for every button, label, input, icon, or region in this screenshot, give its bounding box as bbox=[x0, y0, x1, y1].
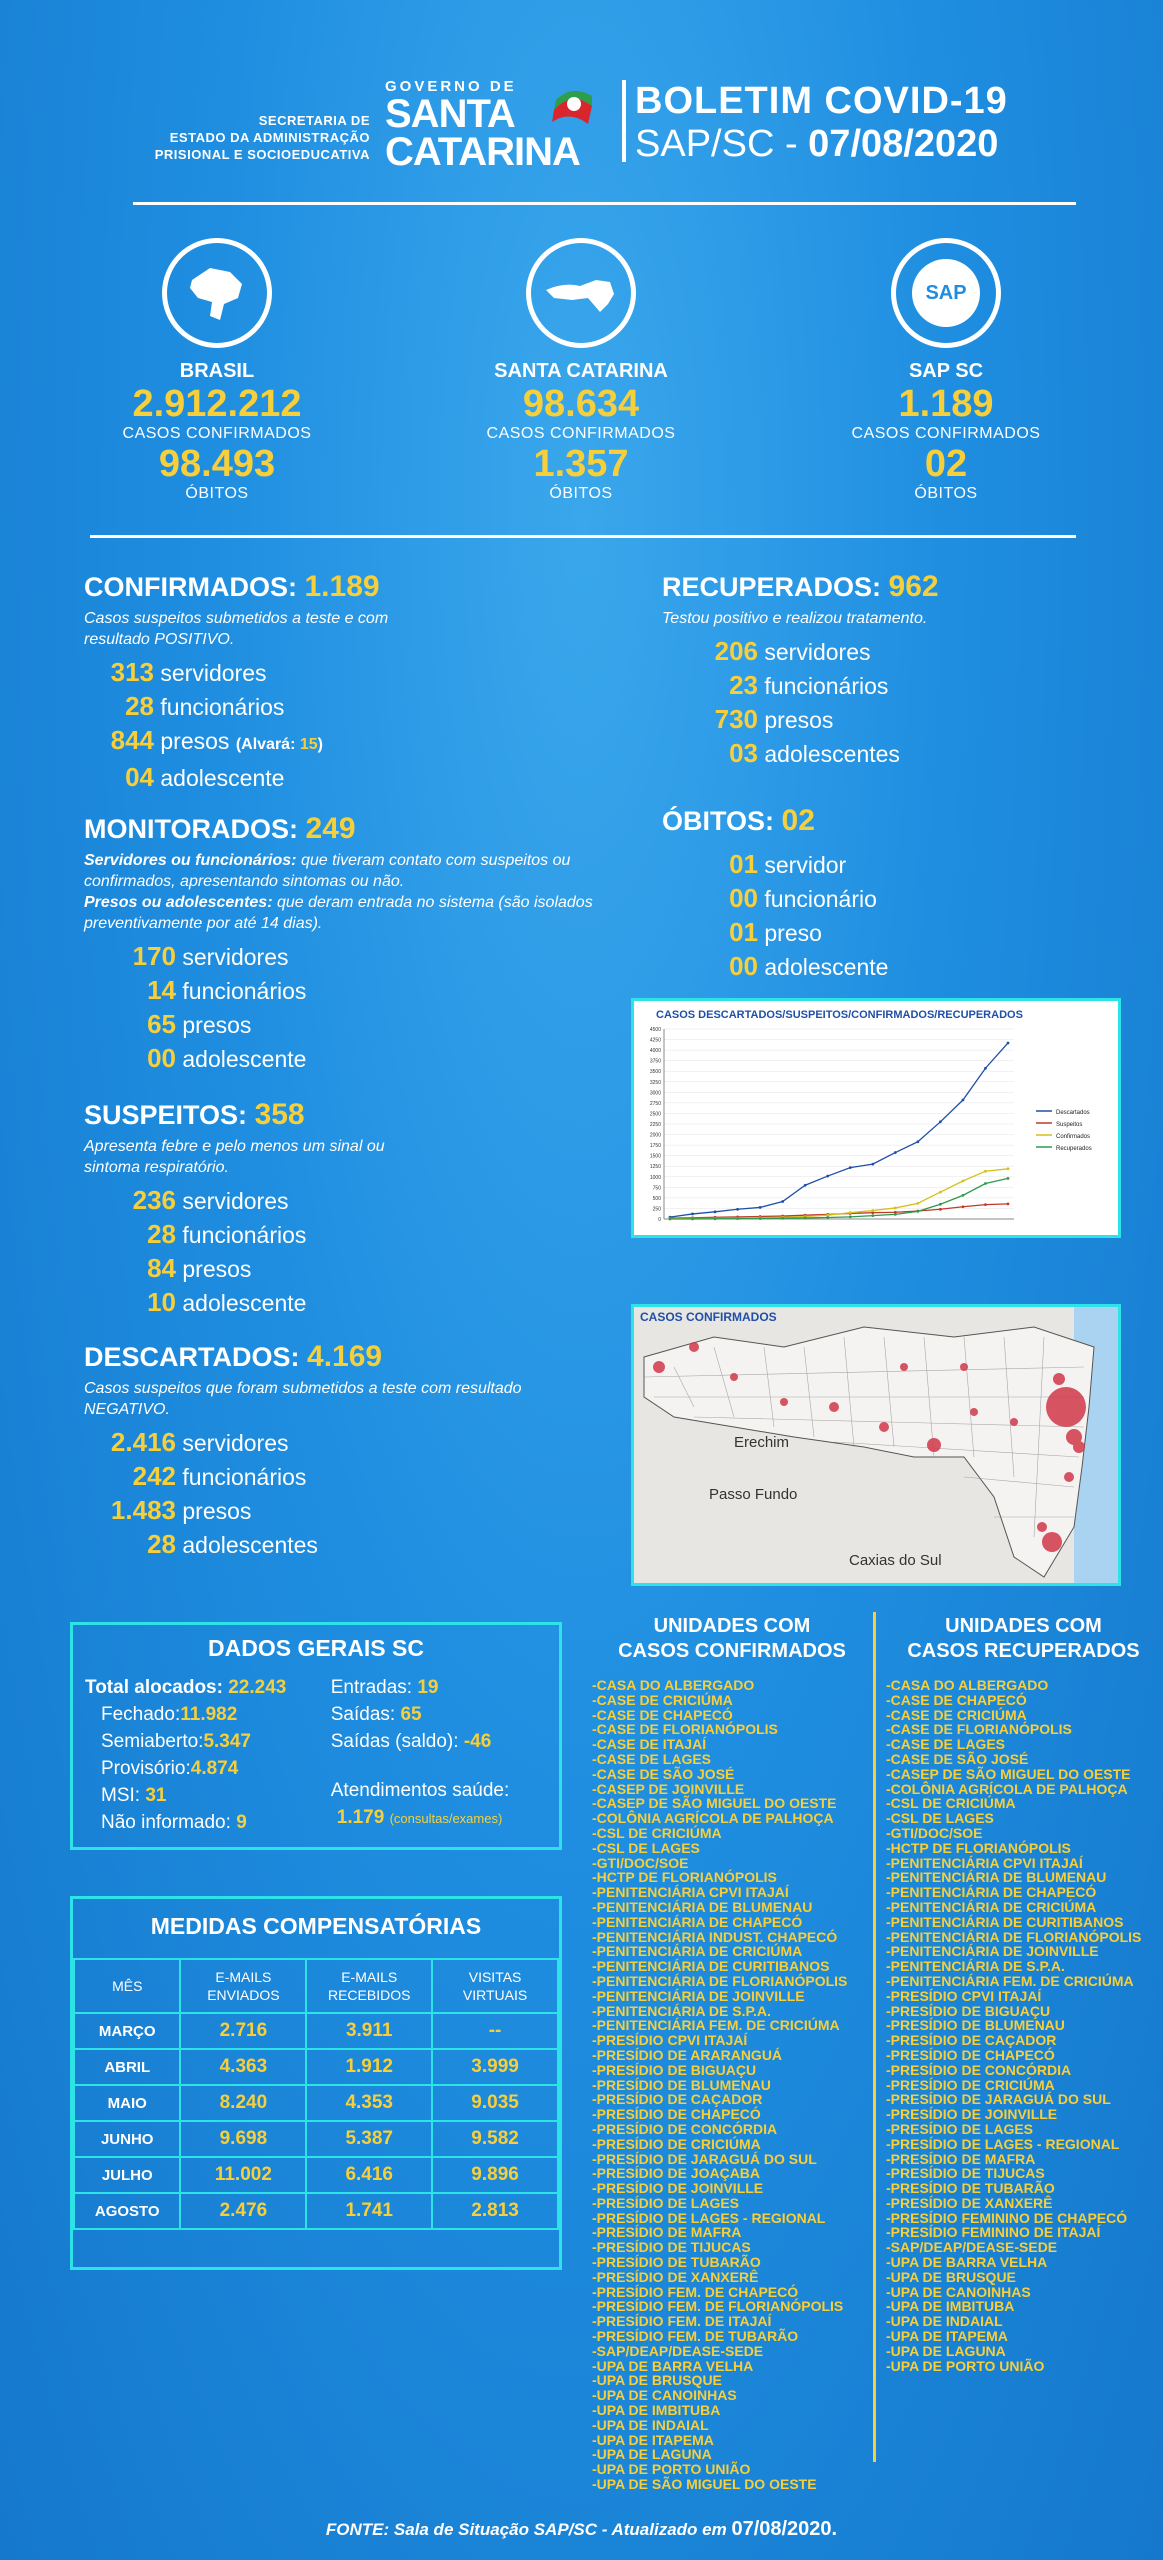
list-item: -PRESÍDIO DE BLUMENAU bbox=[886, 2017, 1065, 2034]
list-item: -PENITENCIÁRIA INDUST. CHAPECÓ bbox=[592, 1928, 838, 1945]
list-item: -CASE DE SÃO JOSÉ bbox=[886, 1750, 1029, 1767]
sap-logo-icon: SAP bbox=[891, 238, 1001, 348]
chart-point bbox=[984, 1203, 987, 1206]
list-item: -CASE DE FLORIANÓPOLIS bbox=[886, 1721, 1072, 1738]
list-item: -CASE DE SÃO JOSÉ bbox=[592, 1765, 735, 1782]
chart-point bbox=[939, 1191, 942, 1194]
list-item: -UPA DE BARRA VELHA bbox=[886, 2254, 1048, 2271]
list-item: -CASE DE CRICIÚMA bbox=[886, 1706, 1027, 1723]
chart-point bbox=[939, 1120, 942, 1123]
list-item: -UPA DE LAGUNA bbox=[886, 2342, 1006, 2359]
list-item: -PRESÍDIO DE LAGES bbox=[886, 2120, 1034, 2137]
list-item: -CASE DE LAGES bbox=[886, 1736, 1006, 1753]
chart-tick-label: 0 bbox=[658, 1217, 661, 1223]
chart-tick-label: 1000 bbox=[649, 1174, 661, 1181]
chart-legend-entry: Suspeitos bbox=[1056, 1122, 1083, 1128]
list-item: -PRESÍDIO DE JARAGUÁ DO SUL bbox=[886, 2091, 1111, 2108]
medidas-panel: MEDIDAS COMPENSATÓRIAS MÊS E-MAILS ENVIADOS E-MAILS RECEBIDOS VISITAS VIRTUAIS MARÇO 2.716 3.911 -- ABRIL 4.363 1.912 3.999 MAIO 8.240 4.353 9.035 JUNHO 9.698 5.387 9.582 JULHO 11.002 6.416 9.896 AGOSTO 2.476 1.741 2.813 bbox=[70, 1896, 562, 2270]
table-row: MAIO 8.240 4.353 9.035 bbox=[74, 2085, 558, 2121]
stat-brasil: BRASIL 2.912.212 CASOS CONFIRMADOS 98.493 ÓBITOS bbox=[57, 238, 377, 503]
list-item: -PENITENCIÁRIA DE FLORIANÓPOLIS bbox=[592, 1972, 848, 1989]
boletim-title: BOLETIM COVID-19 SAP/SC - 07/08/2020 bbox=[635, 80, 1008, 165]
chart-point bbox=[1007, 1042, 1010, 1045]
list-item: -PRESÍDIO DE CRICIÚMA bbox=[592, 2135, 761, 2152]
chart-tick-label: 1250 bbox=[649, 1164, 661, 1171]
list-item: -CASE DE LAGES bbox=[592, 1750, 712, 1767]
list-item: -CASE DE CHAPECÓ bbox=[886, 1691, 1027, 1708]
dados-gerais-panel: DADOS GERAIS SC Total alocados: 22.243 Fechado:11.982 Semiaberto:5.347 Provisório:4.874 MSI: 31 Não informado: 9 Entradas: 19 Saídas: 65 Saídas (saldo): -46 Atendimentos saúde: 1.179 (consultas/exames) bbox=[70, 1622, 562, 1850]
list-item: -PRESÍDIO FEMININO DE CHAPECÓ bbox=[886, 2209, 1128, 2226]
section-monitorados: MONITORADOS: 249 Servidores ou funcionários: que tiveram contato com suspeitos ou confirmados, apresentando sintomas ou não. Presos ou adolescentes: que deram entrada no sistema (são isolados preventivamente por até 14 dias). 170 servidores 14 funcionários 65 presos 00 adolescente bbox=[84, 812, 593, 1073]
chart-point bbox=[962, 1099, 965, 1102]
governo-sc-logo: GOVERNO DE SANTA CATARINA bbox=[385, 78, 580, 174]
chart-tick-label: 2000 bbox=[649, 1132, 661, 1139]
chart-legend-entry: Recuperados bbox=[1056, 1146, 1092, 1152]
list-item: -UPA DE BRUSQUE bbox=[886, 2268, 1016, 2285]
chart-tick-label: 3500 bbox=[649, 1069, 661, 1076]
list-item: -SAP/DEAP/DEASE-SEDE bbox=[592, 2342, 764, 2359]
list-item: -PRESÍDIO DE LAGES - REGIONAL bbox=[592, 2209, 826, 2226]
list-item: -PENITENCIÁRIA DE BLUMENAU bbox=[592, 1898, 813, 1915]
chart-point bbox=[1007, 1167, 1010, 1170]
chart-point bbox=[894, 1213, 897, 1216]
list-item: -PRESÍDIO DE MAFRA bbox=[886, 2150, 1036, 2167]
footer: FONTE: Sala de Situação SAP/SC - Atualizado em 07/08/2020. bbox=[325, 2518, 838, 2540]
unidades-divider bbox=[873, 1612, 876, 2462]
list-item: -PENITENCIÁRIA DE CHAPECÓ bbox=[886, 1884, 1097, 1901]
list-item: -UPA DE IMBITUBA bbox=[886, 2298, 1015, 2315]
chart-point bbox=[714, 1210, 717, 1213]
chart-point bbox=[871, 1214, 874, 1217]
sc-map-icon bbox=[526, 238, 636, 348]
list-item: -PENITENCIÁRIA DE FLORIANÓPOLIS bbox=[886, 1928, 1142, 1945]
list-item: -UPA DE SÃO MIGUEL DO OESTE bbox=[592, 2476, 817, 2493]
list-item: -PENITENCIÁRIA FEM. DE CRICIÚMA bbox=[886, 1972, 1134, 1989]
list-item: -PRESÍDIO DE CONCÓRDIA bbox=[592, 2120, 778, 2137]
list-item: -PENITENCIÁRIA DE S.P.A. bbox=[592, 2002, 771, 2019]
chart-point bbox=[916, 1202, 919, 1205]
stat-sap-sc: SAP SAP SC 1.189 CASOS CONFIRMADOS 02 ÓBITOS bbox=[786, 238, 1106, 503]
chart-tick-label: 3250 bbox=[649, 1079, 661, 1086]
medidas-table: MÊS E-MAILS ENVIADOS E-MAILS RECEBIDOS VISITAS VIRTUAIS MARÇO 2.716 3.911 -- ABRIL 4.363 1.912 3.999 MAIO 8.240 4.353 9.035 JUNHO 9.698 5.387 9.582 JULHO 11.002 6.416 9.896 AGOSTO 2.476 1.741 2.813 bbox=[73, 1958, 559, 2230]
chart-point bbox=[1007, 1202, 1010, 1205]
list-item: -CASEP DE JOINVILLE bbox=[592, 1780, 745, 1797]
stats-rule bbox=[90, 535, 1076, 538]
chart-tick-label: 3000 bbox=[649, 1090, 661, 1097]
chart-point bbox=[962, 1194, 965, 1197]
chart-tick-label: 500 bbox=[652, 1195, 661, 1202]
list-item: -PRESÍDIO DE CHAPECÓ bbox=[592, 2106, 761, 2123]
list-item: -PRESÍDIO FEM. DE ITAJAÍ bbox=[592, 2313, 772, 2330]
chart-point bbox=[759, 1206, 762, 1209]
chart-tick-label: 750 bbox=[652, 1185, 661, 1192]
list-item: -PRESÍDIO DE ARARANGUÁ bbox=[592, 2046, 783, 2063]
chart-point bbox=[962, 1180, 965, 1183]
list-item: -PENITENCIÁRIA DE CRICIÚMA bbox=[886, 1898, 1097, 1915]
list-item: -CASE DE CHAPECÓ bbox=[592, 1706, 733, 1723]
chart-point bbox=[669, 1218, 672, 1221]
list-item: -COLÔNIA AGRÍCOLA DE PALHOÇA bbox=[592, 1810, 834, 1827]
chart-point bbox=[691, 1213, 694, 1216]
chart-tick-label: 4500 bbox=[649, 1027, 661, 1033]
sc-map bbox=[634, 1307, 1118, 1583]
list-item: -CSL DE CRICIÚMA bbox=[886, 1795, 1016, 1812]
list-item: -PENITENCIÁRIA DE CRICIÚMA bbox=[592, 1943, 803, 1960]
section-obitos: ÓBITOS: 02 01 servidor 00 funcionário 01 preso 00 adolescente bbox=[662, 804, 889, 981]
list-item: -PENITENCIÁRIA DE BLUMENAU bbox=[886, 1869, 1107, 1886]
list-item: -PENITENCIÁRIA DE S.P.A. bbox=[886, 1958, 1065, 1975]
chart-point bbox=[871, 1163, 874, 1166]
map-label-erechim: Erechim bbox=[734, 1434, 790, 1451]
list-item: -PENITENCIÁRIA DE CURITIBANOS bbox=[886, 1913, 1124, 1930]
list-item: -PENITENCIÁRIA DE CURITIBANOS bbox=[592, 1958, 830, 1975]
chart-tick-label: 4250 bbox=[649, 1037, 661, 1044]
list-item: -PRESÍDIO DE JARAGUÁ DO SUL bbox=[592, 2150, 817, 2167]
map-title: CASOS CONFIRMADOS bbox=[640, 1310, 777, 1324]
list-item: -PRESÍDIO DE CONCÓRDIA bbox=[886, 2061, 1072, 2078]
list-item: -UPA DE PORTO UNIÃO bbox=[592, 2461, 751, 2478]
chart-point bbox=[939, 1203, 942, 1206]
list-item: -UPA DE ITAPEMA bbox=[592, 2431, 714, 2448]
chart-series-line bbox=[670, 1043, 1008, 1217]
stat-santa-catarina: SANTA CATARINA 98.634 CASOS CONFIRMADOS 1.357 ÓBITOS bbox=[421, 238, 741, 503]
chart-point bbox=[714, 1217, 717, 1220]
chart-tick-label: 2250 bbox=[649, 1122, 661, 1128]
list-item: -PRESÍDIO DE LAGES bbox=[592, 2194, 740, 2211]
table-row: MARÇO 2.716 3.911 -- bbox=[74, 2013, 558, 2049]
list-item: -PRESÍDIO DE CAÇADOR bbox=[592, 2091, 763, 2108]
list-item: -PRESÍDIO DE TIJUCAS bbox=[886, 2165, 1045, 2182]
chart-point bbox=[984, 1067, 987, 1070]
list-item: -UPA DE PORTO UNIÃO bbox=[886, 2357, 1045, 2374]
chart-tick-label: 2750 bbox=[649, 1100, 661, 1107]
list-item: -PRESÍDIO CPVI ITAJAÍ bbox=[592, 2032, 748, 2049]
section-suspeitos: SUSPEITOS: 358 Apresenta febre e pelo menos um sinal ou sintoma respiratório. 236 servidores 28 funcionários 84 presos 10 adolescente bbox=[84, 1098, 385, 1317]
chart-point bbox=[781, 1217, 784, 1220]
chart-point bbox=[894, 1207, 897, 1210]
list-item: -PRESÍDIO FEM. DE TUBARÃO bbox=[592, 2328, 799, 2345]
list-item: -PRESÍDIO FEM. DE FLORIANÓPOLIS bbox=[592, 2298, 844, 2315]
chart-point bbox=[871, 1209, 874, 1212]
header-rule bbox=[133, 202, 1076, 205]
list-item: -PRESÍDIO CPVI ITAJAÍ bbox=[886, 1987, 1042, 2004]
list-item: -CSL DE CRICIÚMA bbox=[592, 1824, 722, 1841]
chart-point bbox=[916, 1210, 919, 1213]
chart-point bbox=[939, 1208, 942, 1211]
list-item: -PENITENCIÁRIA CPVI ITAJAÍ bbox=[886, 1854, 1083, 1871]
list-item: -CASEP DE SÃO MIGUEL DO OESTE bbox=[886, 1765, 1131, 1782]
chart-point bbox=[849, 1211, 852, 1214]
chart-point bbox=[781, 1200, 784, 1203]
list-item: -PENITENCIÁRIA FEM. DE CRICIÚMA bbox=[592, 2017, 840, 2034]
chart-legend-entry: Confirmados bbox=[1056, 1134, 1091, 1140]
list-item: -PRESÍDIO DE MAFRA bbox=[592, 2224, 742, 2241]
section-confirmados: CONFIRMADOS: 1.189 Casos suspeitos submetidos a teste e com resultado POSITIVO. 313 servidores 28 funcionários 844 presos (Alvará: 15) 04 adolescente bbox=[84, 570, 389, 792]
list-item: -PRESÍDIO DE BLUMENAU bbox=[592, 2076, 771, 2093]
list-item: -CASE DE CRICIÚMA bbox=[592, 1691, 733, 1708]
list-item: -GTI/DOC/SOE bbox=[592, 1854, 689, 1871]
list-item: -PENITENCIÁRIA DE JOINVILLE bbox=[592, 1987, 805, 2004]
table-row: ABRIL 4.363 1.912 3.999 bbox=[74, 2049, 558, 2085]
chart-tick-label: 1750 bbox=[649, 1143, 661, 1150]
list-item: -PENITENCIÁRIA DE CHAPECÓ bbox=[592, 1913, 803, 1930]
list-item: -PRESÍDIO DE TUBARÃO bbox=[592, 2254, 761, 2271]
list-item: -CASA DO ALBERGADO bbox=[592, 1677, 755, 1693]
chart-tick-label: 250 bbox=[652, 1206, 661, 1213]
list-item: -PRESÍDIO DE JOINVILLE bbox=[592, 2180, 764, 2197]
list-item: -PRESÍDIO DE CAÇADOR bbox=[886, 2032, 1057, 2049]
list-item: -PRESÍDIO FEM. DE CHAPECÓ bbox=[592, 2283, 799, 2300]
list-item: -PRESÍDIO DE BIGUAÇU bbox=[592, 2061, 757, 2078]
chart-legend-entry: Descartados bbox=[1056, 1110, 1090, 1116]
chart-tick-label: 2500 bbox=[649, 1111, 661, 1118]
list-item: -UPA DE ITAPEMA bbox=[886, 2328, 1008, 2345]
list-item: -PRESÍDIO DE JOINVILLE bbox=[886, 2106, 1058, 2123]
chart-title: CASOS DESCARTADOS/SUSPEITOS/CONFIRMADOS/RECUPERADOS bbox=[656, 1009, 1023, 1021]
table-row: JULHO 11.002 6.416 9.896 bbox=[74, 2157, 558, 2193]
list-item: -PRESÍDIO DE LAGES - REGIONAL bbox=[886, 2135, 1120, 2152]
list-item: -CASEP DE SÃO MIGUEL DO OESTE bbox=[592, 1795, 837, 1812]
map-label-caxias: Caxias do Sul bbox=[849, 1552, 942, 1569]
chart-point bbox=[962, 1205, 965, 1208]
list-item: -UPA DE IMBITUBA bbox=[592, 2402, 721, 2419]
list-item: -UPA DE INDAIAL bbox=[592, 2416, 709, 2433]
chart-point bbox=[826, 1216, 829, 1219]
chart-tick-label: 4000 bbox=[649, 1048, 661, 1055]
chart-point bbox=[916, 1140, 919, 1143]
list-item: -CASE DE FLORIANÓPOLIS bbox=[592, 1721, 778, 1738]
chart-tick-label: 3750 bbox=[649, 1058, 661, 1065]
chart-point bbox=[736, 1217, 739, 1220]
list-item: -SAP/DEAP/DEASE-SEDE bbox=[886, 2239, 1058, 2256]
list-item: -UPA DE INDAIAL bbox=[886, 2313, 1003, 2330]
chart-svg bbox=[634, 1001, 1118, 1235]
brazil-map-icon bbox=[162, 238, 272, 348]
list-item: -PRESÍDIO DE TIJUCAS bbox=[592, 2239, 751, 2256]
chart-point bbox=[849, 1166, 852, 1169]
list-item: -PRESÍDIO DE XANXERÊ bbox=[592, 2268, 759, 2285]
list-item: -PENITENCIÁRIA CPVI ITAJAÍ bbox=[592, 1884, 789, 1901]
list-item: -PRESÍDIO DE BIGUAÇU bbox=[886, 2002, 1051, 2019]
chart-point bbox=[804, 1217, 807, 1220]
secretaria-label: SECRETARIA DE ESTADO DA ADMINISTRAÇÃO PRISIONAL E SOCIOEDUCATIVA bbox=[154, 113, 370, 162]
list-item: -GTI/DOC/SOE bbox=[886, 1824, 983, 1841]
chart-point bbox=[759, 1217, 762, 1220]
table-row: AGOSTO 2.476 1.741 2.813 bbox=[74, 2193, 558, 2229]
list-item: -UPA DE BARRA VELHA bbox=[592, 2357, 754, 2374]
list-item: -PRESÍDIO FEMININO DE ITAJAÍ bbox=[886, 2224, 1101, 2241]
line-chart bbox=[631, 998, 1121, 1238]
list-item: -UPA DE CANOINHAS bbox=[592, 2387, 737, 2404]
chart-point bbox=[736, 1208, 739, 1211]
list-item: -UPA DE CANOINHAS bbox=[886, 2283, 1031, 2300]
list-item: -CASA DO ALBERGADO bbox=[886, 1677, 1049, 1693]
list-item: -PRESÍDIO DE CRICIÚMA bbox=[886, 2076, 1055, 2093]
list-item: -CSL DE LAGES bbox=[886, 1810, 994, 1827]
list-item: -HCTP DE FLORIANÓPOLIS bbox=[886, 1839, 1071, 1856]
unidades-recuperados: UNIDADES COM CASOS RECUPERADOS -CASA DO ALBERGADO -CASE DE CHAPECÓ -CASE DE CRICIÚMA -CASE DE FLORIANÓPOLIS -CASE DE LAGES -CASE DE SÃO JOSÉ -CASEP DE SÃO MIGUEL DO OESTE -COLÔNIA AGRÍCOLA DE PALHOÇA -CSL DE CRICIÚMA -CSL DE LAGES -GTI/DOC/SOE -HCTP DE FLORIANÓPOLIS -PENITENCIÁRIA CPVI ITAJAÍ -PENITENCIÁRIA DE BLUMENAU -PENITENCIÁRIA DE CHAPECÓ -PENITENCIÁRIA DE CRICIÚMA -PENITENCIÁRIA DE CURITIBANOS -PENITENCIÁRIA DE FLORIANÓPOLIS -PENITENCIÁRIA DE JOINVILLE -PENITENCIÁRIA DE S.P.A. -PENITENCIÁRIA FEM. DE CRICIÚMA -PRESÍDIO CPVI ITAJAÍ -PRESÍDIO DE BIGUAÇU -PRESÍDIO DE BLUMENAU -PRESÍDIO DE CAÇADOR -PRESÍDIO DE CHAPECÓ -PRESÍDIO DE CONCÓRDIA -PRESÍDIO DE CRICIÚMA -PRESÍDIO DE JARAGUÁ DO SUL -PRESÍDIO DE JOINVILLE -PRESÍDIO DE LAGES -PRESÍDIO DE LAGES - REGIONAL -PRESÍDIO DE MAFRA -PRESÍDIO DE TIJUCAS -PRESÍDIO DE TUBARÃO -PRESÍDIO DE XANXERÊ -PRESÍDIO FEMININO DE CHAPECÓ -PRESÍDIO FEMININO DE ITAJAÍ -SAP/DEAP/DEASE-SEDE -UPA DE BARRA VELHA -UPA DE BRUSQUE -UPA DE CANOINHAS -UPA DE IMBITUBA -UPA DE INDAIAL -UPA DE ITAPEMA -UPA DE LAGUNA -UPA DE PORTO UNIÃO bbox=[886, 1614, 1161, 2373]
list-item: -UPA DE BRUSQUE bbox=[592, 2372, 722, 2389]
chart-point bbox=[826, 1175, 829, 1178]
list-item: -CSL DE LAGES bbox=[592, 1839, 700, 1856]
list-item: -PRESÍDIO DE CHAPECÓ bbox=[886, 2046, 1055, 2063]
list-item: -PRESÍDIO DE JOAÇABA bbox=[592, 2165, 761, 2182]
chart-point bbox=[849, 1215, 852, 1218]
chart-point bbox=[1007, 1177, 1010, 1180]
chart-point bbox=[894, 1151, 897, 1154]
list-item: -COLÔNIA AGRÍCOLA DE PALHOÇA bbox=[886, 1780, 1128, 1797]
table-row: JUNHO 9.698 5.387 9.582 bbox=[74, 2121, 558, 2157]
sc-flag-icon bbox=[548, 80, 596, 128]
section-descartados: DESCARTADOS: 4.169 Casos suspeitos que foram submetidos a teste com resultado NEGATIVO. 2.416 servidores 242 funcionários 1.483 presos 28 adolescentes bbox=[84, 1340, 522, 1559]
list-item: -PRESÍDIO DE XANXERÊ bbox=[886, 2194, 1053, 2211]
chart-point bbox=[691, 1218, 694, 1221]
section-recuperados: RECUPERADOS: 962 Testou positivo e realizou tratamento. 206 servidores 23 funcionários 730 presos 03 adolescentes bbox=[662, 570, 939, 768]
list-item: -HCTP DE FLORIANÓPOLIS bbox=[592, 1869, 777, 1886]
map-panel bbox=[631, 1304, 1121, 1586]
map-label-passo-fundo: Passo Fundo bbox=[709, 1486, 798, 1503]
unidades-confirmados: UNIDADES COM CASOS CONFIRMADOS -CASA DO ALBERGADO -CASE DE CRICIÚMA -CASE DE CHAPECÓ -CASE DE FLORIANÓPOLIS -CASE DE ITAJAÍ -CASE DE LAGES -CASE DE SÃO JOSÉ -CASEP DE JOINVILLE -CASEP DE SÃO MIGUEL DO OESTE -COLÔNIA AGRÍCOLA DE PALHOÇA -CSL DE CRICIÚMA -CSL DE LAGES -GTI/DOC/SOE -HCTP DE FLORIANÓPOLIS -PENITENCIÁRIA CPVI ITAJAÍ -PENITENCIÁRIA DE BLUMENAU -PENITENCIÁRIA DE CHAPECÓ -PENITENCIÁRIA INDUST. CHAPECÓ -PENITENCIÁRIA DE CRICIÚMA -PENITENCIÁRIA DE CURITIBANOS -PENITENCIÁRIA DE FLORIANÓPOLIS -PENITENCIÁRIA DE JOINVILLE -PENITENCIÁRIA DE S.P.A. -PENITENCIÁRIA FEM. DE CRICIÚMA -PRESÍDIO CPVI ITAJAÍ -PRESÍDIO DE ARARANGUÁ -PRESÍDIO DE BIGUAÇU -PRESÍDIO DE BLUMENAU -PRESÍDIO DE CAÇADOR -PRESÍDIO DE CHAPECÓ -PRESÍDIO DE CONCÓRDIA -PRESÍDIO DE CRICIÚMA -PRESÍDIO DE JARAGUÁ DO SUL -PRESÍDIO DE JOAÇABA -PRESÍDIO DE JOINVILLE -PRESÍDIO DE LAGES -PRESÍDIO DE LAGES - REGIONAL -PRESÍDIO DE MAFRA -PRESÍDIO DE TIJUCAS -PRESÍDIO DE TUBARÃO -PRESÍDIO DE XANXERÊ -PRESÍDIO FEM. DE CHAPECÓ -PRESÍDIO FEM. DE FLORIANÓPOLIS -PRESÍDIO FEM. DE ITAJAÍ -PRESÍDIO FEM. DE TUBARÃO -SAP/DEAP/DEASE-SEDE -UPA DE BARRA VELHA -UPA DE BRUSQUE -UPA DE CANOINHAS -UPA DE IMBITUBA -UPA DE INDAIAL -UPA DE ITAPEMA -UPA DE LAGUNA -UPA DE PORTO UNIÃO -UPA DE SÃO MIGUEL DO OESTE bbox=[592, 1614, 872, 2492]
list-item: -UPA DE LAGUNA bbox=[592, 2446, 712, 2463]
list-item: -CASE DE ITAJAÍ bbox=[592, 1736, 707, 1753]
chart-tick-label: 1500 bbox=[649, 1153, 661, 1160]
header-divider bbox=[622, 80, 626, 162]
chart-point bbox=[804, 1184, 807, 1187]
chart-point bbox=[984, 1182, 987, 1185]
list-item: -PENITENCIÁRIA DE JOINVILLE bbox=[886, 1943, 1099, 1960]
chart-point bbox=[984, 1170, 987, 1173]
list-item: -PRESÍDIO DE TUBARÃO bbox=[886, 2180, 1055, 2197]
